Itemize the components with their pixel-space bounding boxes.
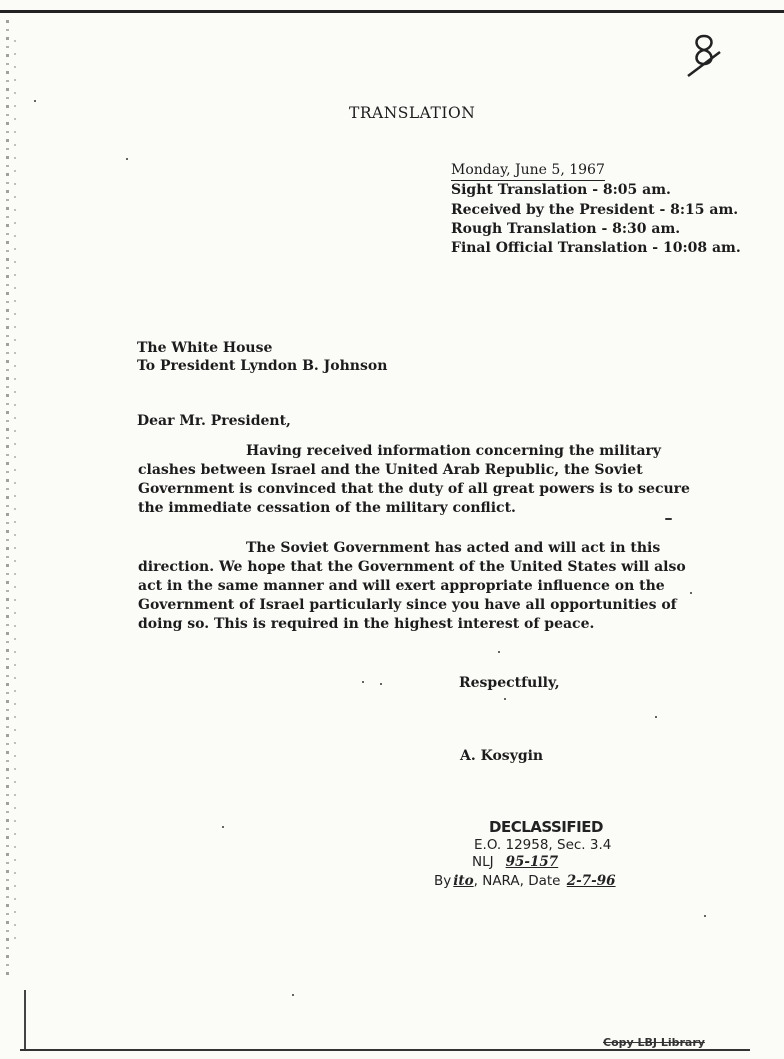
handwritten-number-mark bbox=[684, 32, 724, 78]
addressee-line: The White House bbox=[137, 340, 273, 356]
timeline-line: Final Official Translation - 10:08 am. bbox=[451, 240, 741, 257]
closing: Respectfully, bbox=[459, 675, 560, 691]
document-title: TRANSLATION bbox=[349, 104, 476, 122]
addressee-block bbox=[137, 339, 387, 375]
scan-speck bbox=[504, 698, 506, 700]
stamp-declassified: DECLASSIFIED bbox=[489, 818, 603, 836]
scan-speck bbox=[292, 994, 294, 996]
scan-speck bbox=[704, 915, 706, 917]
timeline-line: Sight Translation - 8:05 am. bbox=[451, 182, 671, 199]
stamp-authority: E.O. 12958, Sec. 3.4 bbox=[474, 837, 612, 853]
margin-rule bbox=[24, 990, 26, 1050]
scan-speck bbox=[380, 683, 382, 685]
scan-speck bbox=[498, 651, 500, 653]
scan-speck bbox=[34, 100, 36, 102]
stamp-reviewer-date: By ito, NARA, Date 2-7-96 bbox=[434, 873, 616, 889]
translation-timeline bbox=[451, 161, 741, 258]
timeline-line: Rough Translation - 8:30 am. bbox=[451, 220, 681, 237]
scan-speck bbox=[655, 716, 657, 718]
body-paragraph-1 bbox=[138, 442, 698, 518]
top-border bbox=[0, 10, 784, 13]
scan-speck bbox=[665, 518, 672, 520]
paragraph-text: Having received information concerning the military clashes between Israel and the United Arab Republic, the Soviet Government is convinced that the duty of all great powers is to secure the immediate cessation of the military conflict. bbox=[138, 443, 690, 516]
timeline-line: Received by the President - 8:15 am. bbox=[451, 201, 739, 218]
bottom-border bbox=[20, 1049, 750, 1051]
stamp-case-number: NLJ 95-157 bbox=[472, 854, 559, 870]
declassification-stamp bbox=[434, 813, 704, 903]
letter-date: Monday, June 5, 1967 bbox=[451, 161, 605, 181]
scan-speck bbox=[126, 158, 128, 160]
addressee-line: To President Lyndon B. Johnson bbox=[137, 358, 388, 374]
scan-speck bbox=[222, 826, 224, 828]
left-edge-scan-artifact-2 bbox=[14, 40, 16, 940]
left-edge-scan-artifact bbox=[6, 20, 9, 980]
salutation: Dear Mr. President, bbox=[137, 413, 291, 429]
signature-name: A. Kosygin bbox=[460, 748, 544, 764]
library-copy-stamp: Copy LBJ Library bbox=[603, 1036, 705, 1049]
paragraph-text: The Soviet Government has acted and will act in this direction. We hope that the Government of the United States will also act in the same manner and will exert appropriate influence on the Government of Israel particularly since you have all opportunities of doing so. This is required in the highest interest of peace. bbox=[138, 540, 686, 632]
scan-speck bbox=[362, 681, 364, 683]
body-paragraph-2 bbox=[138, 539, 698, 634]
scan-speck bbox=[690, 592, 692, 594]
